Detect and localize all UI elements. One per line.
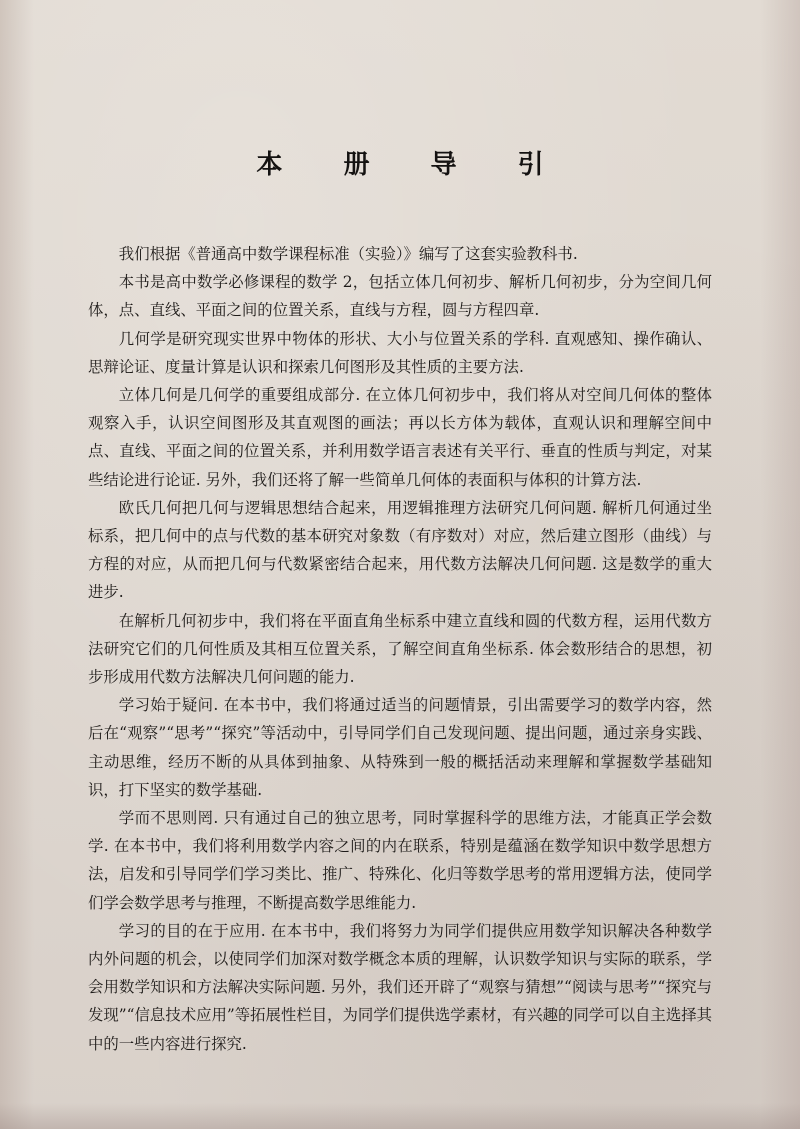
- paragraph-6: 在解析几何初步中，我们将在平面直角坐标系中建立直线和圆的代数方程，运用代数方法研究它们的几何性质及其相互位置关系，了解空间直角坐标系. 体会数形结合的思想，初步形成用代数方法解决几何问题的能力.: [88, 611, 712, 687]
- paragraph-4: 立体几何是几何学的重要组成部分. 在立体几何初步中，我们将从对空间几何体的整体观察入手，认识空间图形及其直观图的画法；再以长方体为载体，直观认识和理解空间中点、直线、平面之间的位置关系，并利用数学语言表述有关平行、垂直的性质与判定，对某些结论进行论证. 另外，我们还将了解一些简单几何体的表面积与体积的计算方法.: [88, 386, 712, 489]
- paragraph-1: 我们根据《普通高中数学课程标准（实验）》编写了这套实验教科书.: [118, 245, 578, 263]
- paragraph-7: 学习始于疑问. 在本书中，我们将通过适当的问题情景，引出需要学习的数学内容，然后在“观察”“思考”“探究”等活动中，引导同学们自己发现问题、提出问题，通过亲身实践、主动思维，经历不断的从具体到抽象、从特殊到一般的概括活动来理解和掌握数学基础知识，打下坚实的数学基础.: [88, 696, 712, 799]
- page-title: 本 册 导 引: [256, 150, 570, 180]
- page-edge-bottom: [0, 1103, 800, 1129]
- body-text: [88, 240, 712, 1058]
- paragraph-9: 学习的目的在于应用. 在本书中，我们将努力为同学们提供应用数学知识解决各种数学内外问题的机会，以使同学们加深对数学概念本质的理解，认识数学知识与实际的联系，学会用数学知识和方法解决实际问题. 另外，我们还开辟了“观察与猜想”“阅读与思考”“探究与发现”“信息技术应用”等拓展性栏目，为同学们提供选学素材，有兴趣的同学可以自主选择其中的一些内容进行探究.: [88, 921, 712, 1053]
- paragraph-3: 几何学是研究现实世界中物体的形状、大小与位置关系的学科. 直观感知、操作确认、思辩论证、度量计算是认识和探索几何图形及其性质的主要方法.: [88, 329, 712, 376]
- paragraph-2: 本书是高中数学必修课程的数学 2，包括立体几何初步、解析几何初步，分为空间几何体，点、直线、平面之间的位置关系，直线与方程，圆与方程四章.: [88, 273, 712, 320]
- paragraph-8: 学而不思则罔. 只有通过自己的独立思考，同时掌握科学的思维方法，才能真正学会数学. 在本书中，我们将利用数学内容之间的内在联系，特别是蕴涵在数学知识中数学思想方法，启发和引导同学们学习类比、推广、特殊化、化归等数学思考的常用逻辑方法，使同学们学会数学思考与推理，不断提高数学思维能力.: [88, 809, 712, 912]
- paragraph-5: 欧氏几何把几何与逻辑思想结合起来，用逻辑推理方法研究几何问题. 解析几何通过坐标系，把几何中的点与代数的基本研究对象数（有序数对）对应，然后建立图形（曲线）与方程的对应，从而把几何与代数紧密结合起来，用代数方法解决几何问题. 这是数学的重大进步.: [88, 498, 712, 602]
